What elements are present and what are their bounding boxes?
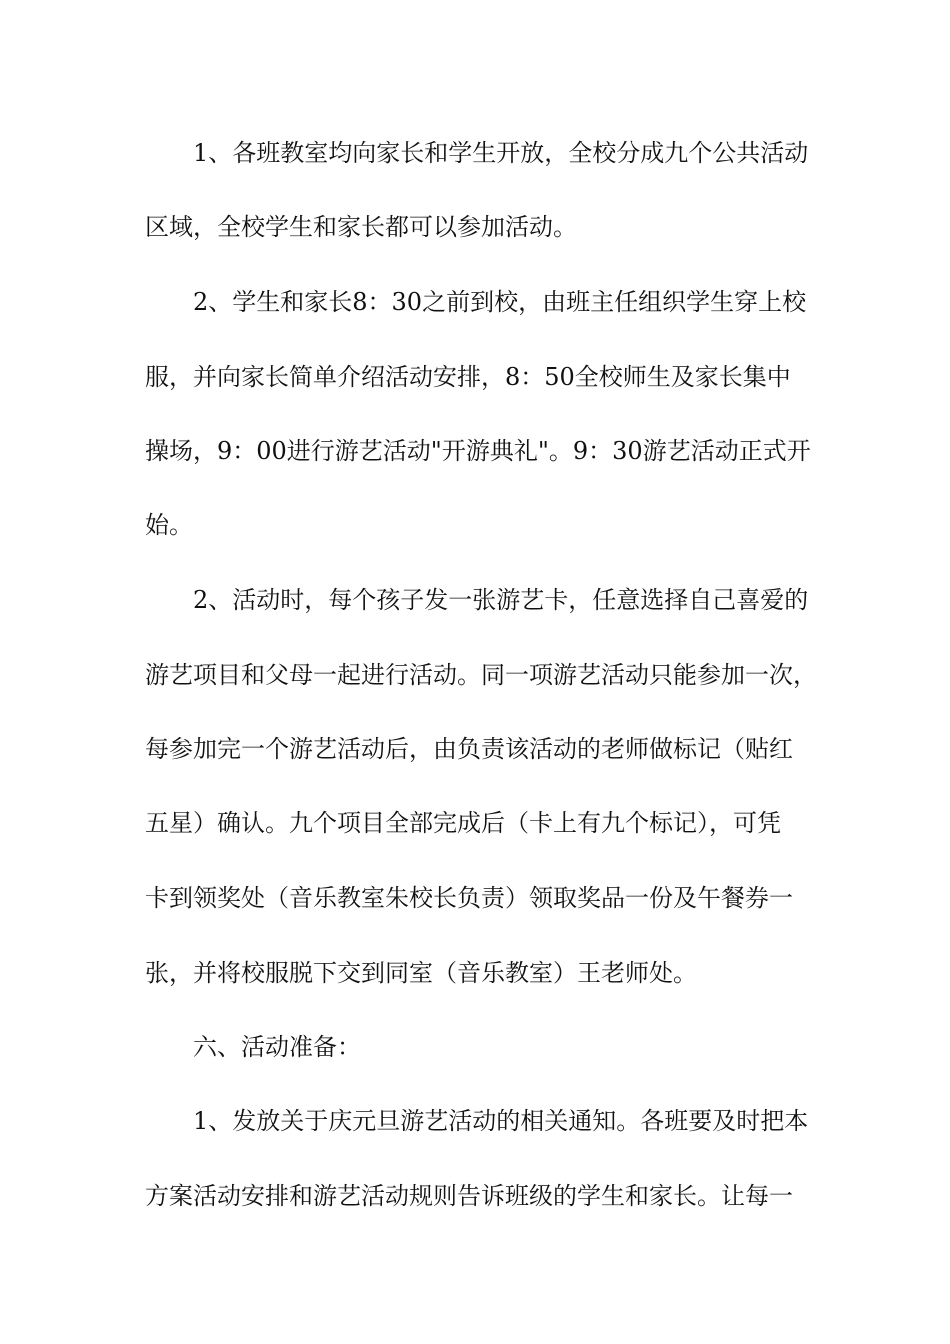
paragraph-line: 五星）确认。九个项目全部完成后（卡上有九个标记），可凭 [145,809,781,837]
paragraph-line: 2、活动时，每个孩子发一张游艺卡，任意选择自己喜爱的 [193,586,809,614]
paragraph-line: 始。 [145,511,193,539]
paragraph-line: 2、学生和家长8：30之前到校，由班主任组织学生穿上校 [193,288,807,316]
paragraph-line: 1、发放关于庆元旦游艺活动的相关通知。各班要及时把本 [193,1107,809,1135]
section-heading: 六、活动准备： [193,1033,361,1061]
paragraph-line: 操场，9：00进行游艺活动"开游典礼"。9：30游艺活动正式开 [145,437,811,465]
paragraph-line: 服，并向家长简单介绍活动安排，8：50全校师生及家长集中 [145,363,791,391]
paragraph-line: 游艺项目和父母一起进行活动。同一项游艺活动只能参加一次， [145,661,817,689]
paragraph-line: 方案活动安排和游艺活动规则告诉班级的学生和家长。让每一 [145,1182,793,1210]
paragraph-line: 卡到领奖处（音乐教室朱校长负责）领取奖品一份及午餐券一 [145,884,793,912]
paragraph-line: 每参加完一个游艺活动后，由负责该活动的老师做标记（贴红 [145,735,793,763]
paragraph-line: 区域，全校学生和家长都可以参加活动。 [145,213,577,241]
paragraph-line: 张，并将校服脱下交到同室（音乐教室）王老师处。 [145,959,697,987]
paragraph-line: 1、各班教室均向家长和学生开放，全校分成九个公共活动 [193,139,809,167]
